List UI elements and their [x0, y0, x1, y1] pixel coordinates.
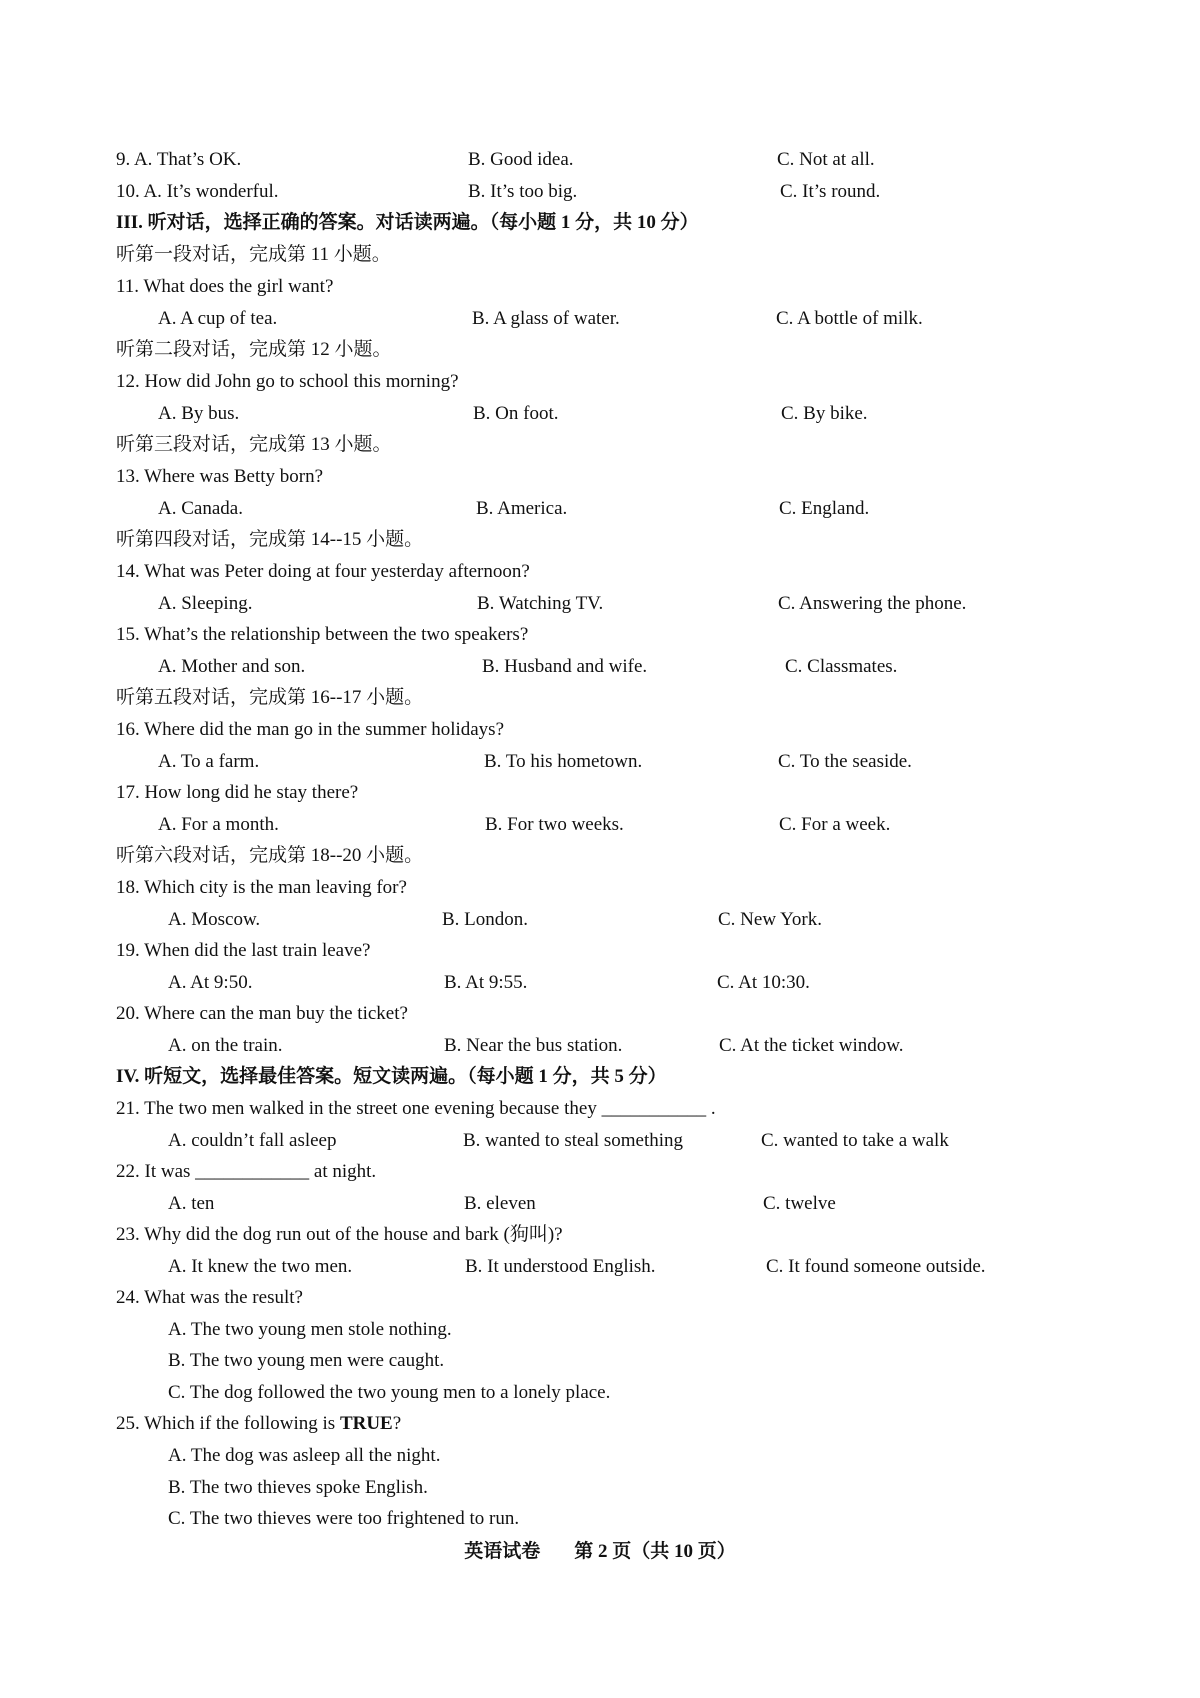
q14-stem: 14. What was Peter doing at four yesterday afternoon? — [116, 561, 530, 582]
dialogue-3-instruction: 听第三段对话，完成第 13 小题。 — [116, 434, 392, 455]
q22-stem: 22. It was ____________ at night. — [116, 1161, 377, 1182]
q12-option-b: B. On foot. — [473, 403, 559, 424]
q16-option-a: A. To a farm. — [158, 751, 260, 772]
q16-option-b: B. To his hometown. — [484, 751, 643, 772]
q14-option-b: B. Watching TV. — [477, 593, 604, 614]
q10-option-a: 10. A. It’s wonderful. — [116, 181, 279, 202]
dialogue-4-instruction: 听第四段对话，完成第 14--15 小题。 — [116, 529, 424, 550]
q13-option-a: A. Canada. — [158, 498, 243, 519]
q20-option-b: B. Near the bus station. — [444, 1035, 623, 1056]
q25-option-b: B. The two thieves spoke English. — [168, 1477, 428, 1498]
q11-option-c: C. A bottle of milk. — [776, 308, 923, 329]
q18-option-b: B. London. — [442, 909, 529, 930]
q16-option-c: C. To the seaside. — [778, 751, 912, 772]
footer-page-number: 2 — [598, 1541, 608, 1562]
q24-option-b: B. The two young men were caught. — [168, 1350, 445, 1371]
q10-option-b: B. It’s too big. — [468, 181, 578, 202]
q24-option-a: A. The two young men stole nothing. — [168, 1319, 452, 1340]
q20-option-c: C. At the ticket window. — [719, 1035, 904, 1056]
q16-stem: 16. Where did the man go in the summer holidays? — [116, 719, 505, 740]
q14-option-a: A. Sleeping. — [158, 593, 253, 614]
q9-option-c: C. Not at all. — [777, 149, 875, 170]
q15-stem: 15. What’s the relationship between the two speakers? — [116, 624, 529, 645]
q25-stem-text: 25. Which if the following is — [116, 1413, 340, 1434]
q10-option-c: C. It’s round. — [780, 181, 881, 202]
q15-option-b: B. Husband and wife. — [482, 656, 648, 677]
q13-option-c: C. England. — [779, 498, 870, 519]
q13-option-b: B. America. — [476, 498, 568, 519]
q18-stem: 18. Which city is the man leaving for? — [116, 877, 407, 898]
q17-option-a: A. For a month. — [158, 814, 279, 835]
q14-option-c: C. Answering the phone. — [778, 593, 967, 614]
dialogue-6-instruction: 听第六段对话，完成第 18--20 小题。 — [116, 845, 424, 866]
footer-page-mid: 页（共 — [607, 1541, 675, 1562]
q12-option-c: C. By bike. — [781, 403, 868, 424]
dialogue-1-instruction: 听第一段对话，完成第 11 小题。 — [116, 244, 391, 265]
q22-option-b: B. eleven — [464, 1193, 536, 1214]
q24-option-c: C. The dog followed the two young men to a lonely place. — [168, 1382, 611, 1403]
q21-stem: 21. The two men walked in the street one evening because they ___________ . — [116, 1098, 716, 1119]
q21-option-a: A. couldn’t fall asleep — [168, 1130, 337, 1151]
footer-subject: 英语试卷 — [464, 1541, 541, 1562]
q20-stem: 20. Where can the man buy the ticket? — [116, 1003, 408, 1024]
q25-option-c: C. The two thieves were too frightened to run. — [168, 1508, 520, 1529]
page-footer — [0, 1541, 1200, 1563]
q17-option-b: B. For two weeks. — [485, 814, 624, 835]
q18-option-c: C. New York. — [718, 909, 822, 930]
q9-option-a: 9. A. That’s OK. — [116, 149, 242, 170]
q25-option-a: A. The dog was asleep all the night. — [168, 1445, 441, 1466]
section-3-header: III. 听对话，选择正确的答案。对话读两遍。（每小题 1 分，共 10 分） — [116, 212, 699, 233]
q15-option-c: C. Classmates. — [785, 656, 898, 677]
q12-stem: 12. How did John go to school this morning? — [116, 371, 459, 392]
dialogue-5-instruction: 听第五段对话，完成第 16--17 小题。 — [116, 687, 424, 708]
q23-option-c: C. It found someone outside. — [766, 1256, 986, 1277]
q19-option-a: A. At 9:50. — [168, 972, 253, 993]
q21-option-c: C. wanted to take a walk — [761, 1130, 949, 1151]
q18-option-a: A. Moscow. — [168, 909, 261, 930]
footer-page-total: 10 — [674, 1541, 694, 1562]
footer-page-post: 页） — [693, 1541, 736, 1562]
q11-option-a: A. A cup of tea. — [158, 308, 278, 329]
q11-stem: 11. What does the girl want? — [116, 276, 334, 297]
q22-option-a: A. ten — [168, 1193, 215, 1214]
q17-stem: 17. How long did he stay there? — [116, 782, 359, 803]
q23-option-a: A. It knew the two men. — [168, 1256, 353, 1277]
q12-option-a: A. By bus. — [158, 403, 240, 424]
q24-stem: 24. What was the result? — [116, 1287, 303, 1308]
q11-option-b: B. A glass of water. — [472, 308, 620, 329]
q13-stem: 13. Where was Betty born? — [116, 466, 324, 487]
q19-option-c: C. At 10:30. — [717, 972, 810, 993]
section-4-header: IV. 听短文，选择最佳答案。短文读两遍。（每小题 1 分，共 5 分） — [116, 1066, 667, 1087]
q20-option-a: A. on the train. — [168, 1035, 283, 1056]
q21-option-b: B. wanted to steal something — [463, 1130, 684, 1151]
dialogue-2-instruction: 听第二段对话，完成第 12 小题。 — [116, 339, 392, 360]
q17-option-c: C. For a week. — [779, 814, 891, 835]
q25-stem — [116, 1413, 401, 1435]
footer-page-pre: 第 — [574, 1541, 598, 1562]
q9-option-b: B. Good idea. — [468, 149, 574, 170]
q23-stem: 23. Why did the dog run out of the house and bark (狗叫)? — [116, 1224, 563, 1245]
q19-option-b: B. At 9:55. — [444, 972, 528, 993]
q19-stem: 19. When did the last train leave? — [116, 940, 371, 961]
q25-stem-end: ? — [392, 1413, 402, 1434]
q25-stem-emphasis: TRUE — [339, 1413, 393, 1434]
q22-option-c: C. twelve — [763, 1193, 836, 1214]
q23-option-b: B. It understood English. — [465, 1256, 656, 1277]
q15-option-a: A. Mother and son. — [158, 656, 306, 677]
